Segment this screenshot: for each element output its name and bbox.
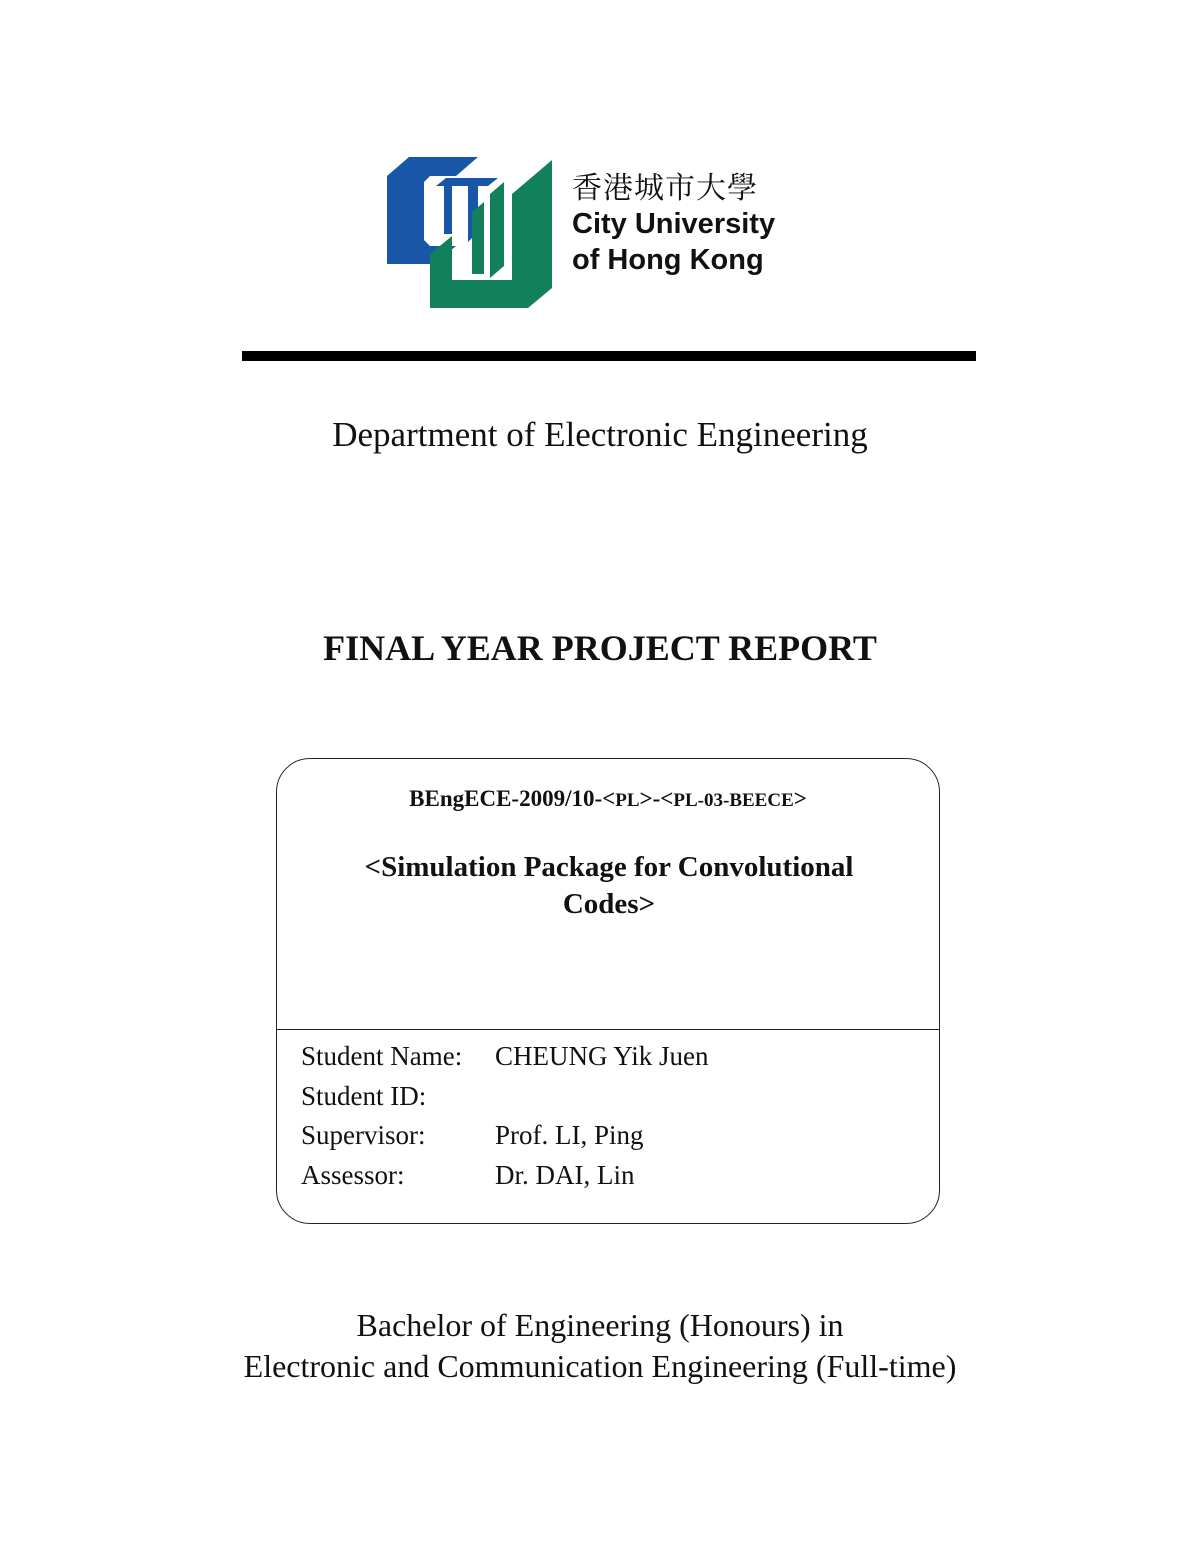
detail-value: Prof. LI, Ping <box>495 1120 644 1150</box>
box-divider <box>277 1029 939 1030</box>
degree-line1: Bachelor of Engineering (Honours) in <box>356 1307 844 1343</box>
project-code-prefix: BEngECE-2009/10-< <box>409 786 616 811</box>
project-title <box>317 849 901 923</box>
detail-label: Student Name: <box>301 1041 463 1071</box>
detail-row-student-name <box>301 1037 709 1077</box>
detail-label: Assessor: <box>301 1159 405 1190</box>
detail-value: Dr. DAI, Lin <box>495 1159 635 1190</box>
project-info-box <box>276 758 940 1224</box>
logo-chinese-name: 香港城市大學 <box>572 171 758 206</box>
project-code-suffix: > <box>793 786 807 811</box>
project-title-line2: Codes> <box>562 888 656 920</box>
university-logo <box>386 154 796 310</box>
detail-value: CHEUNG Yik Juen <box>495 1041 709 1071</box>
department-name: Department of Electronic Engineering <box>332 415 868 454</box>
logo-english-line2: of Hong Kong <box>572 244 764 276</box>
project-code-pl: PL <box>615 790 640 811</box>
project-title-line1: <Simulation Package for Convolutional <box>364 851 854 883</box>
logo-wordmark <box>572 172 775 278</box>
project-code-mid: >-< <box>639 786 674 811</box>
project-code <box>277 785 939 815</box>
logo-english-line1: City University <box>572 208 776 240</box>
detail-row-assessor <box>301 1156 709 1196</box>
detail-row-supervisor <box>301 1116 709 1156</box>
detail-row-student-id <box>301 1077 709 1117</box>
cityu-emblem-icon <box>386 154 556 310</box>
degree-line2: Electronic and Communication Engineering (Full-time) <box>243 1348 957 1384</box>
degree-title <box>0 1305 1200 1387</box>
student-details <box>301 1037 709 1195</box>
header-rule <box>242 351 976 361</box>
report-title: FINAL YEAR PROJECT REPORT <box>323 628 877 668</box>
detail-label: Student ID: <box>301 1080 427 1111</box>
project-code-id: PL-03-BEECE <box>673 790 794 811</box>
detail-label: Supervisor: <box>301 1120 426 1150</box>
